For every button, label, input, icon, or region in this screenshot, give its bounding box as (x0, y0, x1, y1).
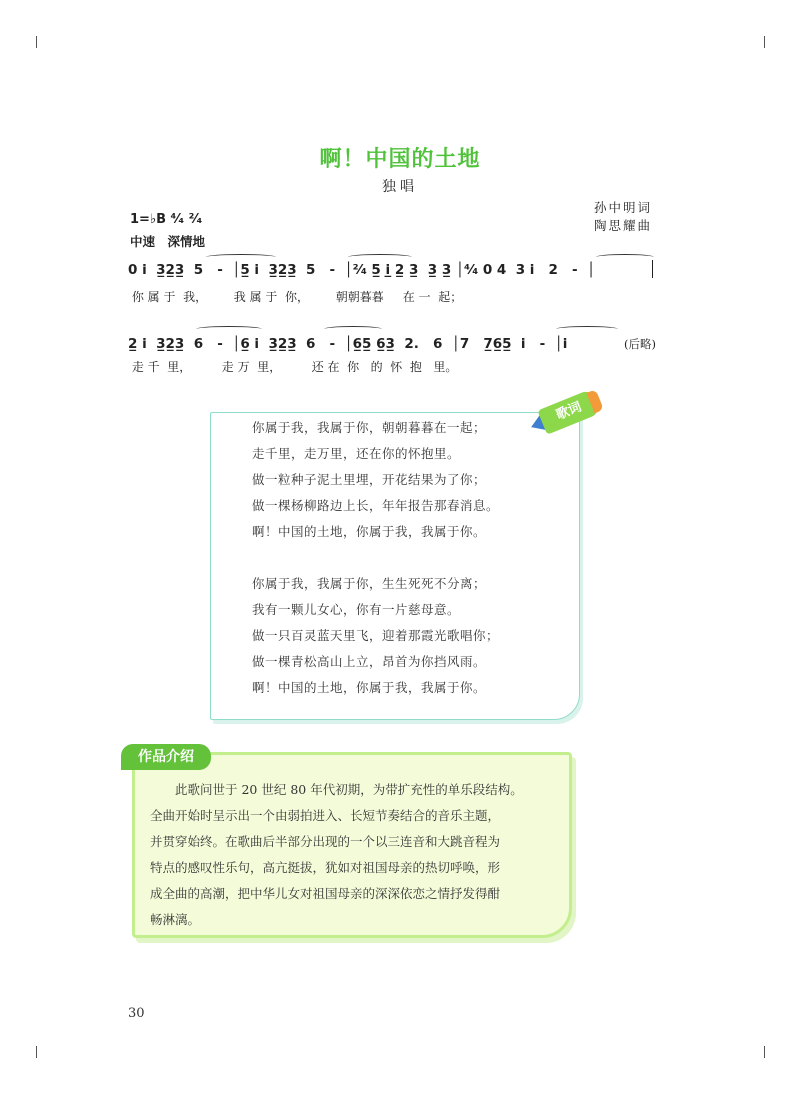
key-signature: 1=♭B ⁴⁄₄ ²⁄₄ (130, 212, 203, 227)
intro-tag: 作品介绍 (121, 744, 211, 770)
intro-line: 此歌问世于 20 世纪 80 年代初期，为带扩充性的单乐段结构。 (150, 782, 523, 797)
bar-line (652, 260, 653, 278)
tie-mark (348, 254, 412, 260)
intro-line: 并贯穿始终。在歌曲后半部分出现的一个以三连音和大跳音程为 (150, 834, 501, 849)
lyric-line: 做一棵青松高山上立，昂首为你挡风雨。 (252, 654, 487, 669)
intro-line: 全曲开始时呈示出一个由弱拍进入、长短节奏结合的音乐主题， (150, 808, 501, 823)
tie-mark (324, 326, 382, 332)
crop-mark (764, 36, 765, 48)
lyric-line: 你属于我，我属于你，朝朝暮暮在一起； (252, 420, 487, 435)
lyrics-tag-label: 歌词 (537, 389, 601, 435)
tie-mark (206, 254, 276, 260)
tie-mark (556, 326, 618, 332)
lyric-line: 做一只百灵蓝天里飞，迎着那霞光歌唱你； (252, 628, 500, 643)
lyric-line: 走千里，走万里，还在你的怀抱里。 (252, 446, 461, 461)
score-notes: 0 i 3̲2̲3̲ 5 - │5̲ i 3̲2̲3̲ 5 - │²⁄₄ 5̲ i̲ 2̲ 3̲ 3̲ 3̲ │⁴⁄₄ 0 4 3 i 2 - │ (128, 262, 596, 278)
score-notes: 2̲ i 3̲2̲3̲ 6 - │6̲ i 3̲2̲3̲ 6 - │6̲5̲ 6̲3̲ 2. 6 │7 7̲6̲5̲ i - │i (128, 336, 568, 352)
page-number: 30 (128, 1006, 145, 1021)
lyricist-credit: 孙中明词 (594, 200, 653, 215)
lyric-line: 啊！中国的土地，你属于我，我属于你。 (252, 680, 487, 695)
song-title: 啊！中国的土地 (319, 147, 481, 172)
intro-line: 特点的感叹性乐句，高亢挺拔，犹如对祖国母亲的热切呼唤，形 (150, 860, 501, 875)
lyric-line: 你属于我，我属于你，生生死死不分离； (252, 576, 487, 591)
lyric-line: 做一棵杨柳路边上长，年年报告那春消息。 (252, 498, 500, 513)
tie-mark (196, 326, 262, 332)
tie-mark (596, 254, 654, 260)
song-subtitle: 独唱 (382, 179, 418, 195)
composer-credit: 陶思耀曲 (594, 218, 653, 233)
lyric-line: 啊！中国的土地，你属于我，我属于你。 (252, 524, 487, 539)
crop-mark (764, 1046, 765, 1058)
lyric-line: 做一粒种子泥土里埋，开花结果为了你； (252, 472, 487, 487)
crop-mark (36, 36, 37, 48)
lyric-line: 我有一颗儿女心，你有一片慈母意。 (252, 602, 461, 617)
crop-mark (36, 1046, 37, 1058)
score-lyrics: 你 属 于 我， 我 属 于 你， 朝朝暮暮 在 一 起； (128, 290, 463, 304)
tempo-marking: 中速 深情地 (130, 234, 206, 249)
intro-line: 成全曲的高潮，把中华儿女对祖国母亲的深深依恋之情抒发得酣 (150, 886, 501, 901)
intro-line: 畅淋漓。 (150, 912, 201, 927)
score-omitted-note: (后略) (624, 337, 656, 351)
score-lyrics: 走 千 里， 走 万 里， 还 在 你 的 怀 抱 里。 (128, 360, 458, 374)
